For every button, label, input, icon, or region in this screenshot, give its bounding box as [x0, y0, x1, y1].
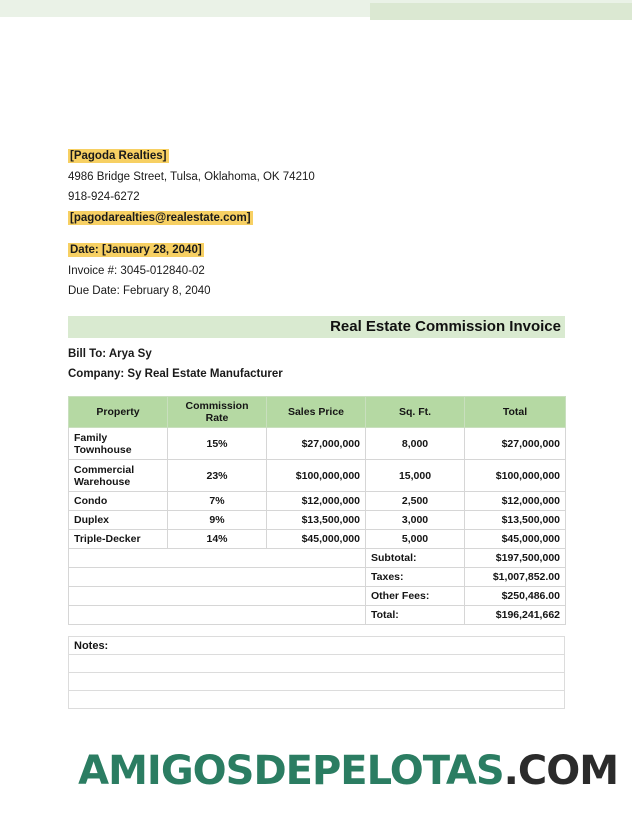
summary-value-subtotal: $197,500,000: [465, 549, 566, 568]
summary-row: [69, 549, 566, 568]
watermark-logo-suffix: .COM: [503, 748, 618, 794]
notes-table: [68, 636, 565, 709]
cell-sqft: 8,000: [366, 428, 465, 460]
page-title: Real Estate Commission Invoice: [330, 318, 561, 335]
table-row: [69, 530, 566, 549]
summary-spacer: [69, 587, 366, 606]
invoice-number: Invoice #: 3045-012840-02: [68, 264, 205, 277]
bill-to: Bill To: Arya Sy: [68, 348, 152, 360]
sender-block: [68, 146, 488, 228]
summary-label-other-fees: Other Fees:: [366, 587, 465, 606]
notes-label-row: [69, 637, 565, 655]
cell-sqft: 2,500: [366, 492, 465, 511]
table-row: [69, 428, 566, 460]
column-header-property: Property: [69, 397, 168, 428]
table-row: [69, 460, 566, 492]
cell-rate: 7%: [168, 492, 267, 511]
cell-sqft: 3,000: [366, 511, 465, 530]
summary-spacer: [69, 549, 366, 568]
bill-company: Company: Sy Real Estate Manufacturer: [68, 368, 283, 380]
summary-spacer: [69, 568, 366, 587]
summary-row: [69, 587, 566, 606]
cell-price: $27,000,000: [267, 428, 366, 460]
notes-label: Notes:: [69, 637, 565, 655]
summary-spacer: [69, 606, 366, 625]
column-header-total: Total: [465, 397, 566, 428]
cell-total: $12,000,000: [465, 492, 566, 511]
cell-price: $100,000,000: [267, 460, 366, 492]
summary-label-total: Total:: [366, 606, 465, 625]
sender-email: [pagodarealties@realestate.com]: [70, 211, 251, 224]
cell-rate: 14%: [168, 530, 267, 549]
notes-input-line[interactable]: [69, 691, 565, 709]
table-header-row: [69, 397, 566, 428]
table-row: [69, 492, 566, 511]
cell-sqft: 15,000: [366, 460, 465, 492]
sender-phone: 918-924-6272: [68, 191, 140, 203]
notes-input-line[interactable]: [69, 655, 565, 673]
summary-value-taxes: $1,007,852.00: [465, 568, 566, 587]
sender-address: 4986 Bridge Street, Tulsa, Oklahoma, OK 74210: [68, 170, 315, 183]
summary-row: [69, 606, 566, 625]
cell-property: Family Townhouse: [69, 428, 168, 460]
watermark-logo-main: AMIGOSDEPELOTAS: [78, 748, 504, 794]
notes-empty-row[interactable]: [69, 655, 565, 673]
cell-property: Condo: [69, 492, 168, 511]
invoice-date: Date: [January 28, 2040]: [70, 244, 202, 256]
invoice-title-band: [68, 316, 565, 338]
column-header-sales-price: Sales Price: [267, 397, 366, 428]
invoice-meta-block: [68, 240, 488, 302]
cell-rate: 23%: [168, 460, 267, 492]
summary-value-other-fees: $250,486.00: [465, 587, 566, 606]
cell-total: $13,500,000: [465, 511, 566, 530]
column-header-commission-rate: Commission Rate: [168, 397, 267, 428]
cell-property: Commercial Warehouse: [69, 460, 168, 492]
cell-rate: 15%: [168, 428, 267, 460]
cell-property: Duplex: [69, 511, 168, 530]
sender-company-line: [68, 146, 488, 167]
summary-value-total: $196,241,662: [465, 606, 566, 625]
summary-label-taxes: Taxes:: [366, 568, 465, 587]
table-row: [69, 511, 566, 530]
summary-label-subtotal: Subtotal:: [366, 549, 465, 568]
summary-row: [69, 568, 566, 587]
sender-email-line: [68, 208, 488, 229]
cell-price: $12,000,000: [267, 492, 366, 511]
invoice-due-date: Due Date: February 8, 2040: [68, 285, 211, 297]
cell-property: Triple-Decker: [69, 530, 168, 549]
cell-total: $100,000,000: [465, 460, 566, 492]
notes-empty-row[interactable]: [69, 673, 565, 691]
invoice-table: [68, 396, 566, 625]
cell-total: $45,000,000: [465, 530, 566, 549]
notes-input-line[interactable]: [69, 673, 565, 691]
sender-company: [Pagoda Realties]: [70, 150, 167, 162]
cell-total: $27,000,000: [465, 428, 566, 460]
notes-empty-row[interactable]: [69, 691, 565, 709]
watermark-logo: [0, 748, 618, 794]
cell-sqft: 5,000: [366, 530, 465, 549]
invoice-date-line: [68, 240, 488, 261]
cell-price: $13,500,000: [267, 511, 366, 530]
billing-block: [68, 344, 508, 384]
cell-rate: 9%: [168, 511, 267, 530]
cell-price: $45,000,000: [267, 530, 366, 549]
column-header-sqft: Sq. Ft.: [366, 397, 465, 428]
